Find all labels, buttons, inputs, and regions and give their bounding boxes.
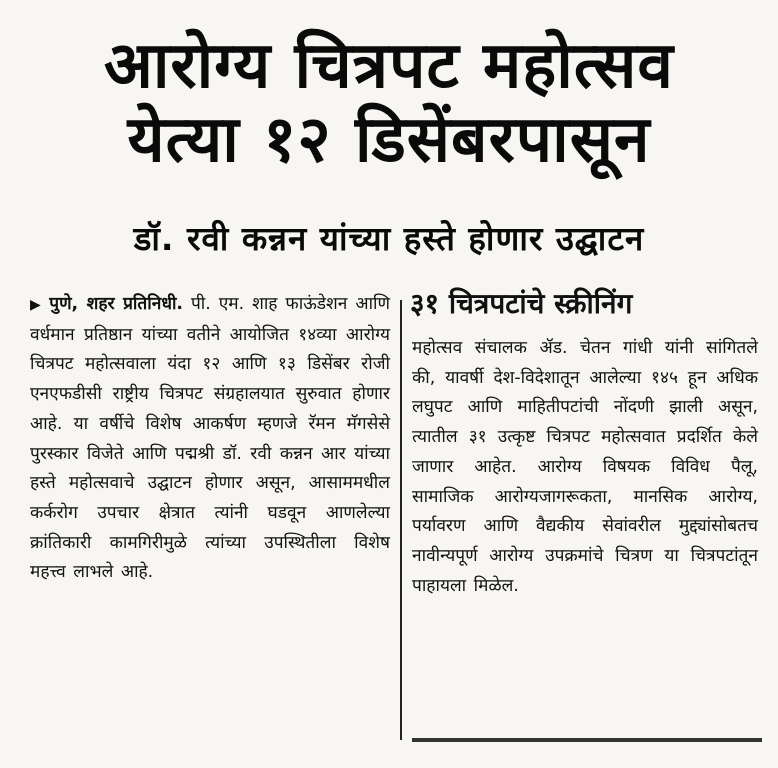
bottom-rule (412, 738, 762, 742)
headline-line-1: आरोग्य चित्रपट महोत्सव (104, 29, 674, 103)
right-column (412, 334, 758, 601)
column-divider (400, 300, 402, 740)
headline-line-2: येत्या १२ डिसेंबरपासून (127, 103, 651, 177)
play-arrow-icon: ▶ (30, 297, 42, 313)
byline: पुणे, शहर प्रतिनिधी. (49, 294, 183, 314)
right-column-body: महोत्सव संचालक ॲड. चेतन गांधी यांनी सांगितले की, यावर्षी देश-विदेशातून आलेल्या १४५ हून अधिक लघुपट आणि माहितीपटांची नोंदणी झाली असून, त्यातील ३१ उत्कृष्ट चित्रपट महोत्सवात प्रदर्शित केले जाणार आहेत. आरोग्य विषयक विविध पैलू, सामाजिक आरोग्यजागरूकता, मानसिक आरोग्य, पर्यावरण आणि वैद्यकीय सेवांवरील मुद्द्यांसोबतच नावीन्यपूर्ण आरोग्य उपक्रमांचे चित्रण या चित्रपटांतून पाहायला मिळेल. (412, 338, 758, 596)
left-column (30, 290, 390, 588)
left-column-body: पी. एम. शाह फाऊंडेशन आणि वर्धमान प्रतिष्ठान यांच्या वतीने आयोजित १४व्या आरोग्य चित्रपट महोत्सवाला यंदा १२ आणि १३ डिसेंबर रोजी एनएफडीसी राष्ट्रीय चित्रपट संग्रहालयात सुरुवात होणार आहे. या वर्षीचे विशेष आकर्षण म्हणजे रॅमन मॅगसेसे पुरस्कार विजेते आणि पद्मश्री डॉ. रवी कन्नन आर यांच्या हस्ते महोत्सवाचे उद्घाटन होणार असून, आसाममधील कर्करोग उपचार क्षेत्रात त्यांनी घडवून आणलेल्या क्रांतिकारी कामगिरीमुळे त्यांच्या उपस्थितीला विशेष महत्त्व लाभले आहे. (30, 294, 390, 583)
right-column-heading: ३१ चित्रपटांचे स्क्रीनिंग (410, 287, 633, 320)
subheadline: डॉ. रवी कन्नन यांच्या हस्ते होणार उद्घाटन (133, 219, 645, 258)
